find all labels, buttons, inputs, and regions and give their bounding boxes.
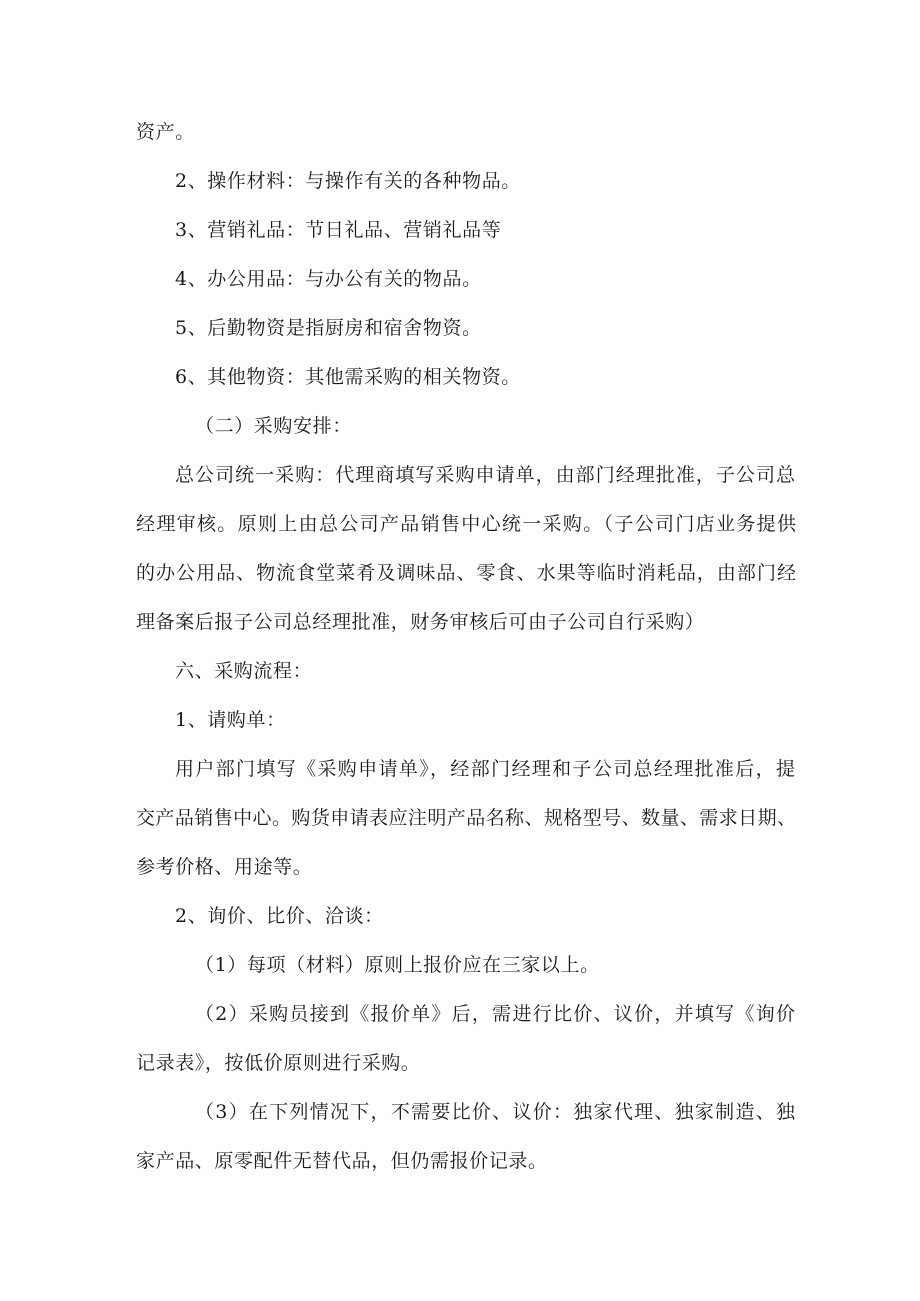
list-item-logistics-supplies: 5、后勤物资是指厨房和宿舍物资。 xyxy=(175,317,482,339)
paragraph-line: 记录表》，按低价原则进行采购。 xyxy=(136,1052,421,1074)
list-item-operating-materials: 2、操作材料：与操作有关的各种物品。 xyxy=(175,170,521,192)
paragraph-line: （2）采购员接到《报价单》后，需进行比价、议价，并填写《询价 xyxy=(195,1003,795,1025)
paragraph-line: 交产品销售中心。购货申请表应注明产品名称、规格型号、数量、需求日期、 xyxy=(136,807,796,829)
paragraph-line: 家产品、原零配件无替代品，但仍需报价记录。 xyxy=(136,1150,548,1172)
paragraph-line: 总公司统一采购：代理商填写采购申请单，由部门经理批准，子公司总 xyxy=(175,464,795,486)
list-item-marketing-gifts: 3、营销礼品：节日礼品、营销礼品等 xyxy=(175,219,502,241)
paragraph-line: 参考价格、用途等。 xyxy=(136,856,313,878)
section-heading-procurement-process: 六、采购流程： xyxy=(175,660,313,682)
section-heading-procurement-arrangement: （二）采购安排： xyxy=(195,415,352,437)
list-item-office-supplies: 4、办公用品：与办公有关的物品。 xyxy=(175,268,482,290)
subheading-requisition: 1、请购单： xyxy=(175,709,286,731)
paragraph-line: 经理审核。原则上由总公司产品销售中心统一采购。（子公司门店业务提供 xyxy=(136,513,796,535)
paragraph-line-assets-end: 资产。 xyxy=(136,121,195,143)
paragraph-line: 用户部门填写《采购申请单》，经部门经理和子公司总经理批准后，提 xyxy=(175,758,795,780)
list-item-other-supplies: 6、其他物资：其他需采购的相关物资。 xyxy=(175,366,521,388)
paragraph-line: （3）在下列情况下，不需要比价、议价：独家代理、独家制造、独 xyxy=(195,1101,795,1123)
subheading-inquiry-comparison: 2、询价、比价、洽谈： xyxy=(175,905,384,927)
paragraph-line: 的办公用品、物流食堂菜肴及调味品、零食、水果等临时消耗品，由部门经 xyxy=(136,562,796,584)
paragraph-line: 理备案后报子公司总经理批准，财务审核后可由子公司自行采购） xyxy=(136,611,705,633)
list-item-three-quotes: （1）每项（材料）原则上报价应在三家以上。 xyxy=(195,954,600,976)
